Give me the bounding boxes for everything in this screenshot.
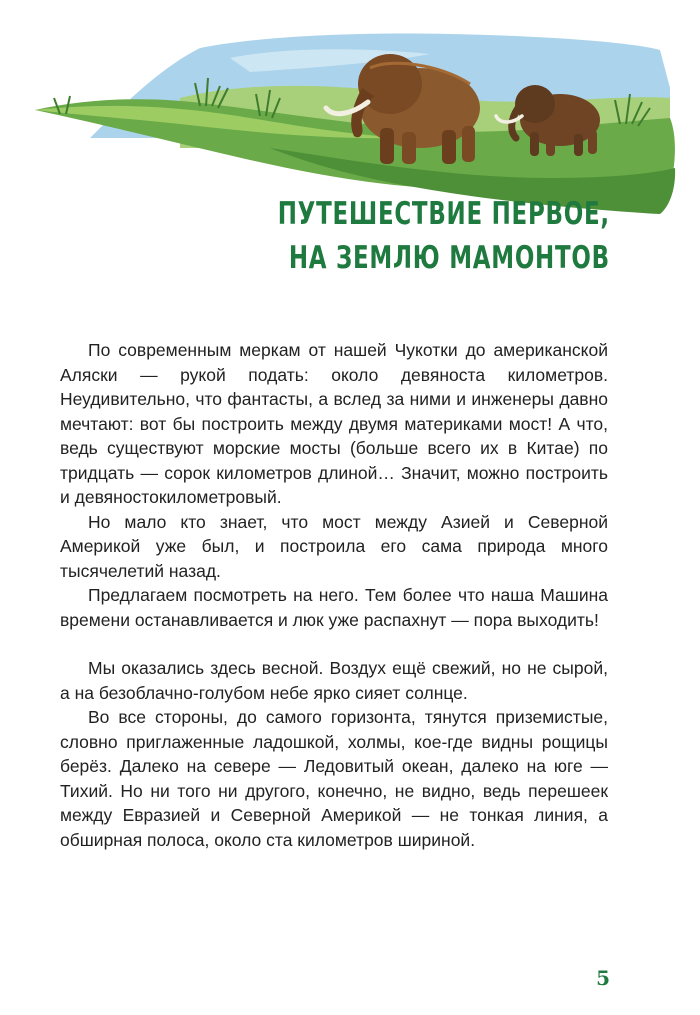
paragraph: Но мало кто знает, что мост между Азией и Северной Америкой уже был, и построила его сама природа много тысячелетий назад. [60,511,608,581]
chapter-title-line-1: ПУТЕШЕСТВИЕ ПЕРВОЕ, [277,196,610,232]
chapter-title-line-2: НА ЗЕМЛЮ МАМОНТОВ [288,240,610,276]
page-number: 5 [596,966,610,990]
body-text [60,338,608,852]
paragraph: По современным меркам от нашей Чукотки до американской Аляски — рукой подать: около девяноста километров. Неудивительно, что фантасты, а вслед за ними и инженеры давно мечтают: вот бы построить между двумя материками мост! А что, ведь существуют морские мосты (больше всего их в Китае) по тридцать — сорок километров длиной… Значит, можно построить и девяностокилометровый. [60,340,608,507]
chapter-title [278,192,610,280]
paragraph: Предлагаем посмотреть на него. Тем более что наша Машина времени останавливается и люк уже распахнут — пора выходить! [60,585,608,630]
paragraph: Мы оказались здесь весной. Воздух ещё свежий, но не сырой, а на безоблачно-голубом небе ярко сияет солнце. [60,658,608,703]
paragraph: Во все стороны, до самого горизонта, тянутся приземистые, словно приглаженные ладошкой, холмы, кое-где видны рощицы берёз. Далеко на севере — Ледовитый океан, далеко на юге — Тихий. Но ни того ни другого, конечно, не видно, ведь перешеек между Евразией и Северной Америкой — не тонкая линия, а обширная полоса, около ста километров шириной. [60,707,608,850]
section-gap [60,632,608,656]
